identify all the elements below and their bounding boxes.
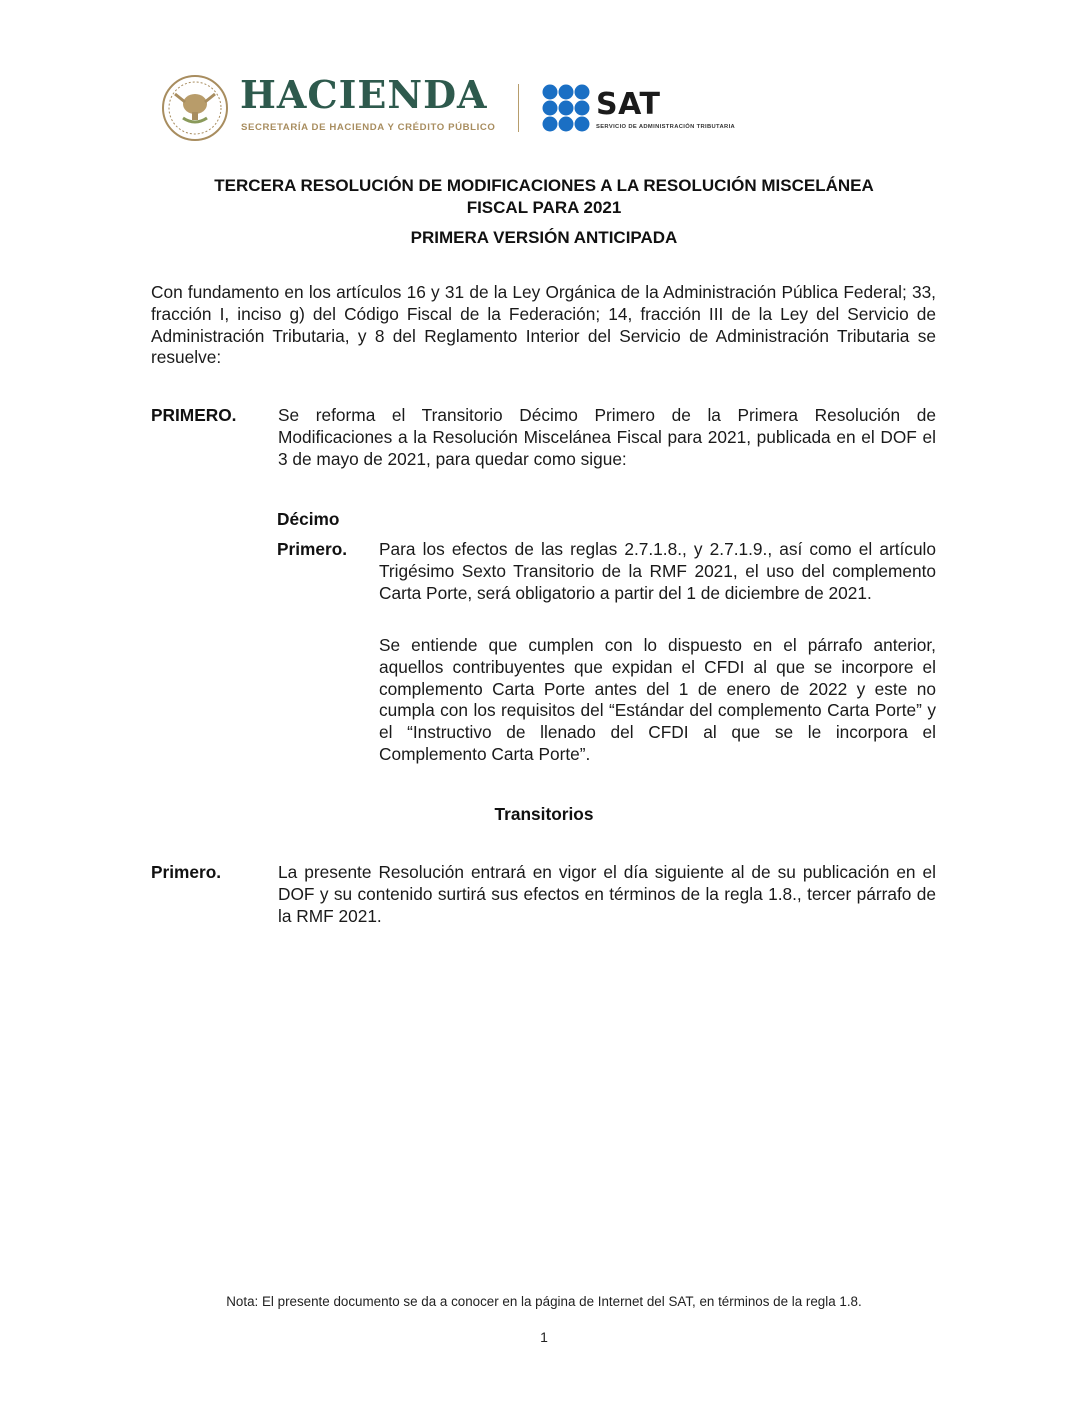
decimo-primero-paragraph-1: Para los efectos de las reglas 2.7.1.8., y 2.7.1.9., así como el artículo Trigésimo Sexto Transitorio de la RMF 2021, el uso del complemento Carta Porte, será obligatorio a partir del 1 de diciembre de 2021.: [379, 539, 936, 603]
sat-logo-text: SAT: [596, 87, 661, 122]
logo-divider: [518, 84, 519, 132]
footer-note: Nota: El presente documento se da a conocer en la página de Internet del SAT, en términos de la regla 1.8.: [226, 1294, 862, 1309]
national-seal-icon: [161, 74, 229, 142]
sat-subtitle: SERVICIO DE ADMINISTRACIÓN TRIBUTARIA: [596, 124, 736, 130]
decimo-primero-paragraph-2: Se entiende que cumplen con lo dispuesto en el párrafo anterior, aquellos contribuyentes que expidan el CFDI al que se incorpore el complemento Carta Porte antes del 1 de enero de 2022 y este no cumpla con los requisitos del “Estándar del complemento Carta Porte” y el “Instructivo de llenado del CFDI al que se le incorpora el Complemento Carta Porte”.: [379, 635, 936, 764]
transitorio-primero-label: Primero.: [151, 862, 222, 882]
document-title-line1: TERCERA RESOLUCIÓN DE MODIFICACIONES A LA RESOLUCIÓN MISCELÁNEA: [214, 176, 874, 195]
document-title-line2: FISCAL PARA 2021: [466, 198, 622, 217]
primero-paragraph: Se reforma el Transitorio Décimo Primero de la Primera Resolución de Modificaciones a la Resolución Miscelánea Fiscal para 2021, publicada en el DOF el 3 de mayo de 2021, para quedar como sigue:: [278, 405, 936, 469]
transitorios-heading: Transitorios: [494, 804, 594, 824]
hacienda-logo-text: HACIENDA: [240, 72, 488, 117]
page-number: 1: [540, 1329, 548, 1345]
decimo-primero-label: Primero.: [277, 539, 348, 559]
sat-logo-icon: [541, 84, 591, 132]
document-version: PRIMERA VERSIÓN ANTICIPADA: [410, 228, 678, 247]
transitorio-primero-paragraph: La presente Resolución entrará en vigor el día siguiente al de su publicación en el DOF y su contenido surtirá sus efectos en términos de la regla 1.8., tercer párrafo de la RMF 2021.: [278, 862, 936, 926]
page-header: [0, 0, 1088, 150]
primero-label: PRIMERO.: [151, 405, 237, 425]
hacienda-subtitle: SECRETARÍA DE HACIENDA Y CRÉDITO PÚBLICO: [241, 122, 496, 133]
decimo-label: Décimo: [277, 509, 340, 529]
preamble-paragraph: Con fundamento en los artículos 16 y 31 de la Ley Orgánica de la Administración Pública Federal; 33, fracción I, inciso g) del Código Fiscal de la Federación; 14, fracción III de la Ley del Servicio de Administración Tributaria, y 8 del Reglamento Interior del Servicio de Administración Tributaria se resuelve:: [151, 282, 936, 368]
